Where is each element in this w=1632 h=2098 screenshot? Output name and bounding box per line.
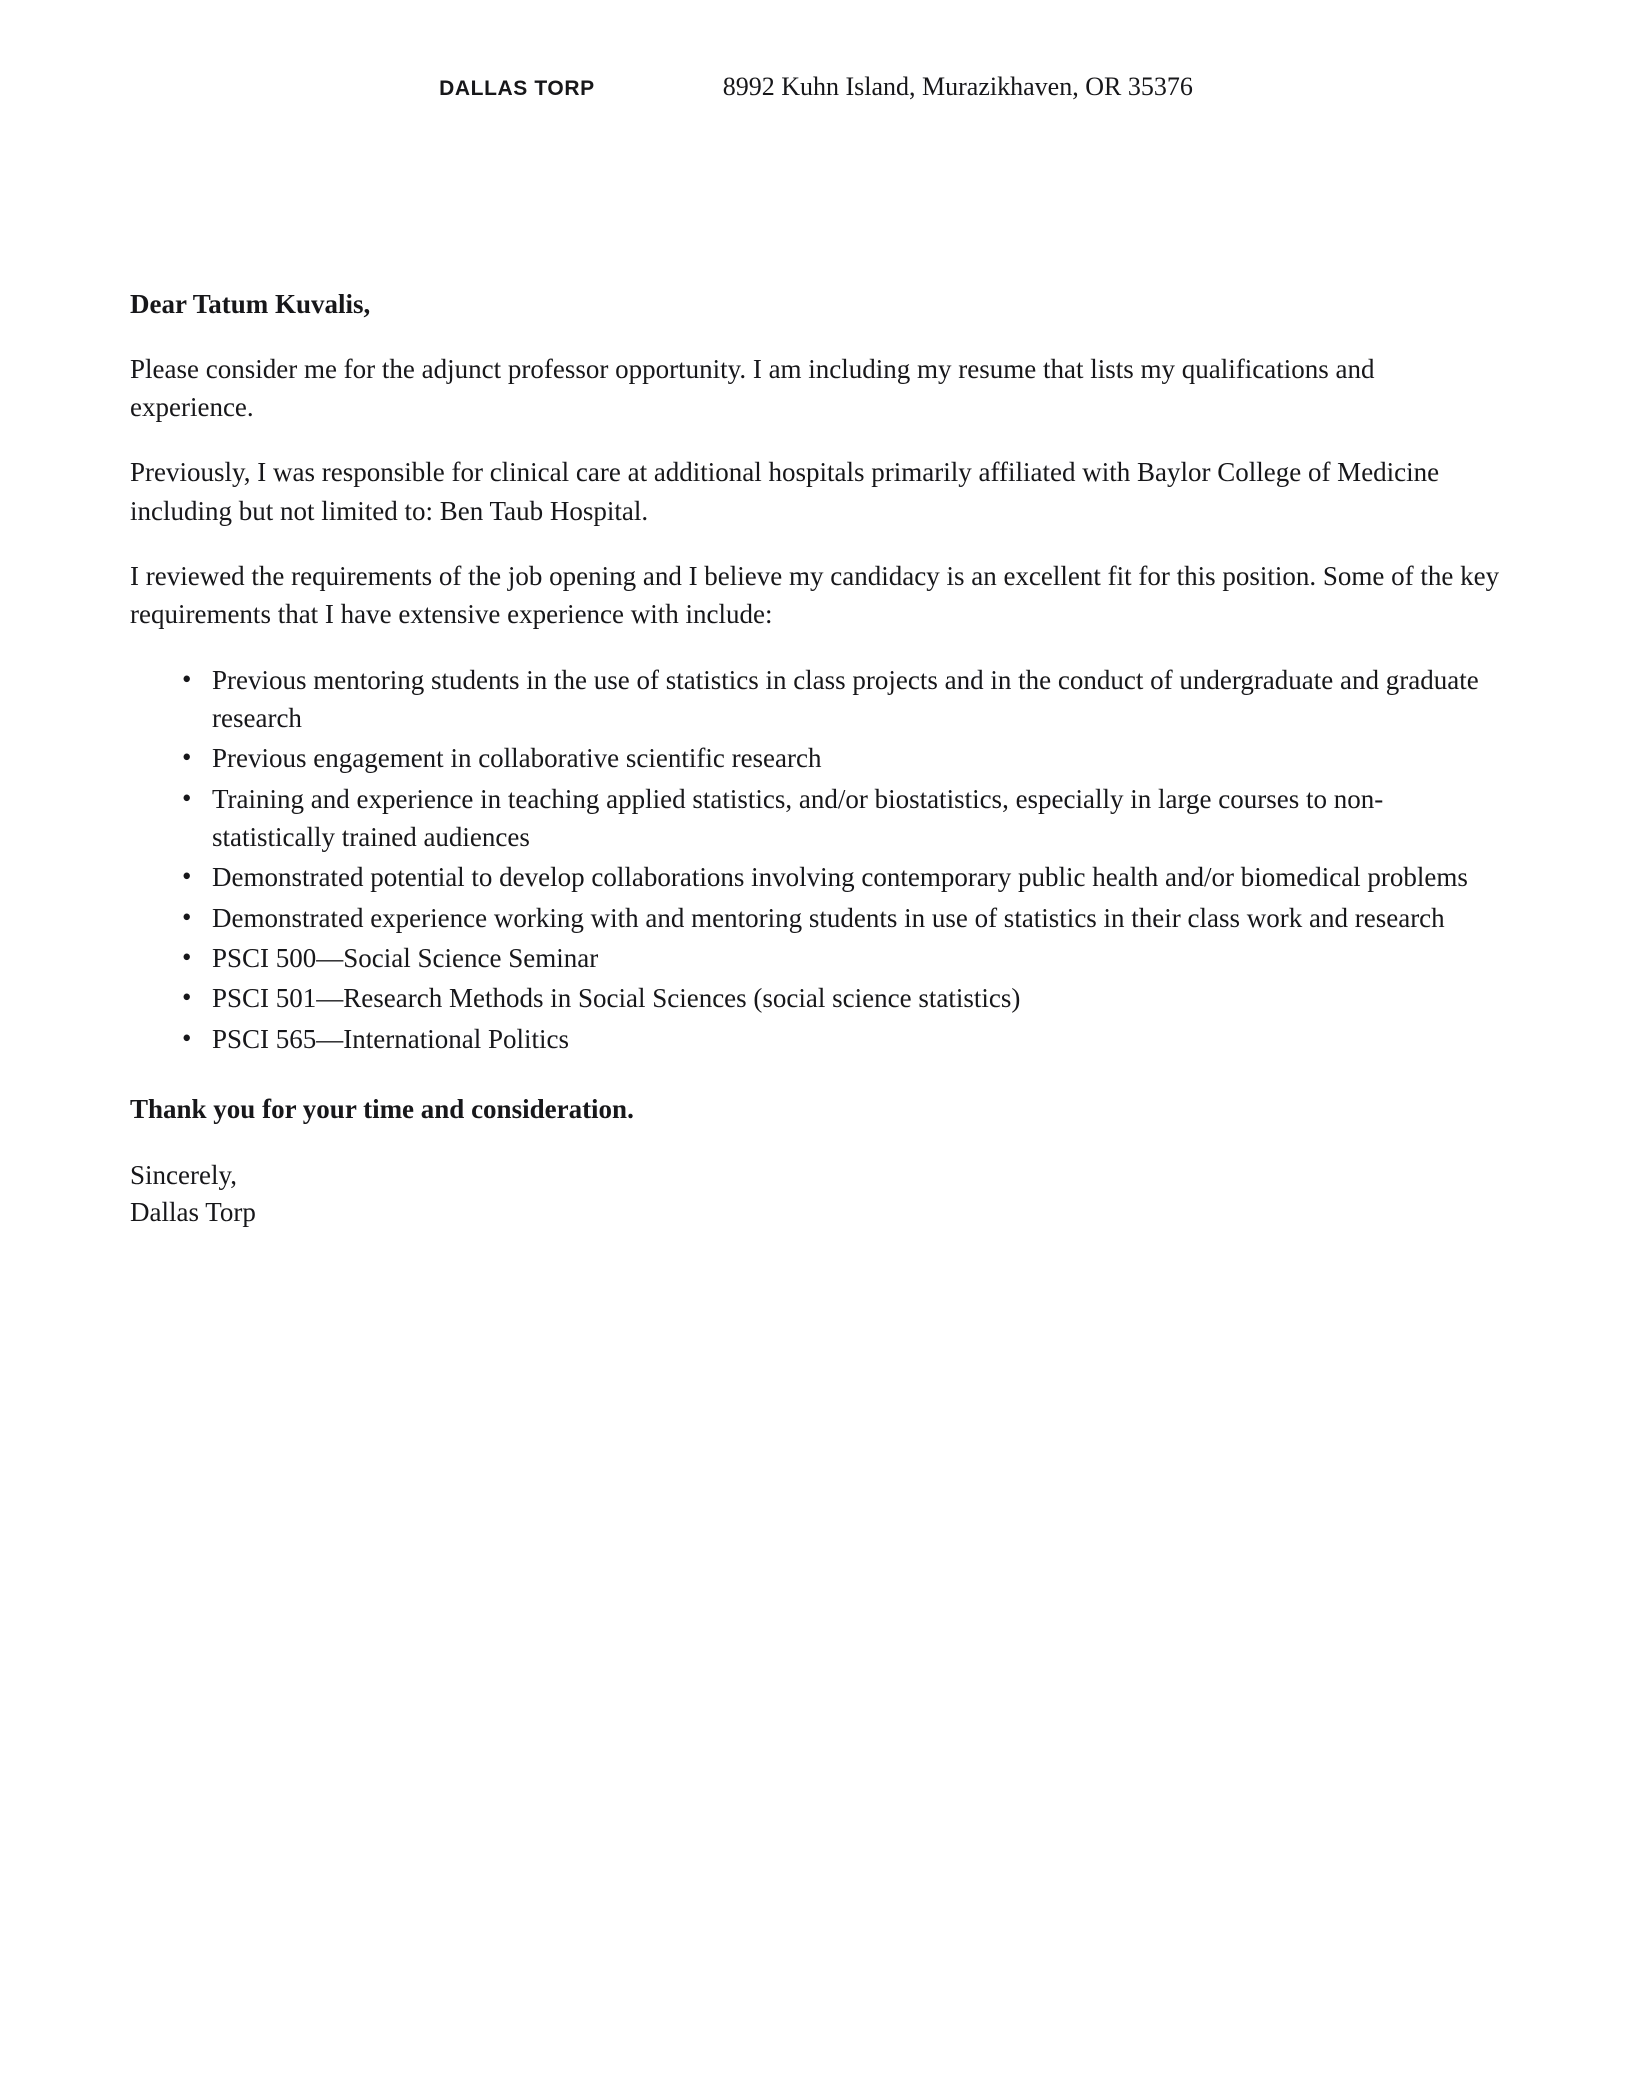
signoff-block	[130, 1157, 1502, 1232]
sender-address: 8992 Kuhn Island, Murazikhaven, OR 35376	[722, 72, 1193, 101]
list-item: • Previous engagement in collaborative scientific research	[178, 739, 1502, 777]
salutation: Dear Tatum Kuvalis,	[130, 289, 371, 319]
sender-name: DALLAS TORP	[439, 77, 595, 100]
paragraph-2: Previously, I was responsible for clinical care at additional hospitals primarily affiliated with Baylor College of Medicine including but not limited to: Ben Taub Hospital.	[130, 457, 1440, 526]
requirements-list	[130, 661, 1502, 1058]
list-item: • PSCI 565—International Politics	[178, 1020, 1502, 1058]
letter-header	[0, 72, 1632, 102]
letter-body	[130, 288, 1502, 1232]
list-item: • Demonstrated experience working with and mentoring students in use of statistics in their class work and research	[178, 899, 1502, 937]
list-item: • PSCI 500—Social Science Seminar	[178, 939, 1502, 977]
list-item: • PSCI 501—Research Methods in Social Sciences (social science statistics)	[178, 979, 1502, 1017]
paragraph-3: I reviewed the requirements of the job opening and I believe my candidacy is an excellent fit for this position. Some of the key requirements that I have extensive experience with include:	[130, 561, 1500, 630]
valediction: Sincerely,	[130, 1160, 237, 1191]
list-item: • Demonstrated potential to develop collaborations involving contemporary public health and/or biomedical problems	[178, 858, 1502, 896]
list-item: • Training and experience in teaching applied statistics, and/or biostatistics, especially in large courses to non-statistically trained audiences	[178, 780, 1502, 857]
paragraph-1: Please consider me for the adjunct professor opportunity. I am including my resume that lists my qualifications and experience.	[130, 353, 1375, 423]
list-item: • Previous mentoring students in the use of statistics in class projects and in the conduct of undergraduate and graduate research	[178, 661, 1502, 738]
signature-name: Dallas Torp	[130, 1197, 256, 1228]
closing-statement: Thank you for your time and consideration.	[130, 1094, 634, 1124]
